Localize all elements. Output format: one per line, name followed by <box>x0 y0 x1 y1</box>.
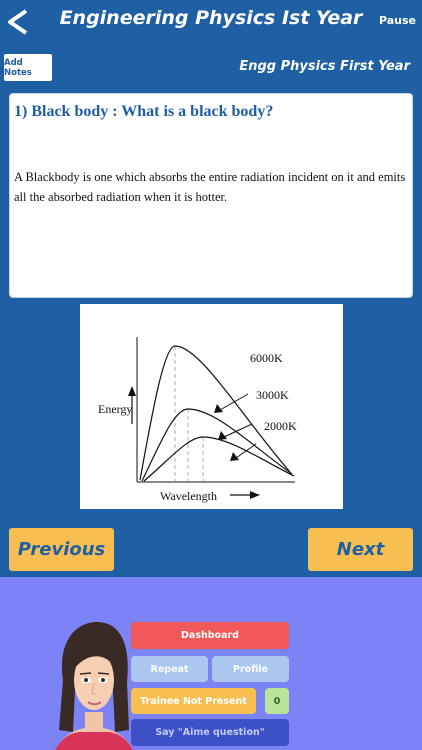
blackbody-diagram <box>80 304 343 509</box>
repeat-button[interactable]: Repeat <box>131 656 208 682</box>
curve-label-6000k: 6000K <box>250 351 283 365</box>
wavelength-arrowhead <box>250 491 260 499</box>
pointer-3000k <box>220 394 248 410</box>
say-question-button[interactable]: Say "Aime question" <box>131 719 289 746</box>
previous-button[interactable]: Previous <box>9 528 114 571</box>
header <box>0 0 422 44</box>
add-notes-button[interactable]: Add Notes <box>4 54 52 81</box>
pause-button[interactable]: Pause <box>378 14 416 27</box>
y-axis-label: Energy <box>98 402 133 416</box>
page-title: Engineering Physics Ist Year <box>59 7 363 29</box>
dashboard-button[interactable]: Dashboard <box>131 622 289 649</box>
question-card <box>9 93 413 298</box>
curve-label-3000k: 3000K <box>256 388 289 402</box>
pointer-2000k-head <box>218 431 227 440</box>
blackbody-curves-svg <box>80 304 343 509</box>
assistant-panel <box>0 577 422 750</box>
curve-6000k <box>140 346 290 480</box>
profile-button[interactable]: Profile <box>212 656 289 682</box>
subject-subtitle: Engg Physics First Year <box>239 59 410 74</box>
assistant-avatar <box>55 620 133 750</box>
curve-label-2000k: 2000K <box>264 419 297 433</box>
trainee-not-present-button[interactable]: Trainee Not Present <box>131 688 256 714</box>
answer-text: A Blackbody is one which absorbs the entire radiation incident on it and emits all the absorbed radiation when it is hotter. <box>14 170 406 204</box>
x-axis-label: Wavelength <box>160 489 218 503</box>
energy-arrowhead <box>128 386 136 396</box>
next-button[interactable]: Next <box>308 528 413 571</box>
trainee-count-badge: 0 <box>265 688 289 714</box>
pointer-low <box>236 444 256 458</box>
question-text: 1) Black body : What is a black body? <box>14 103 274 120</box>
